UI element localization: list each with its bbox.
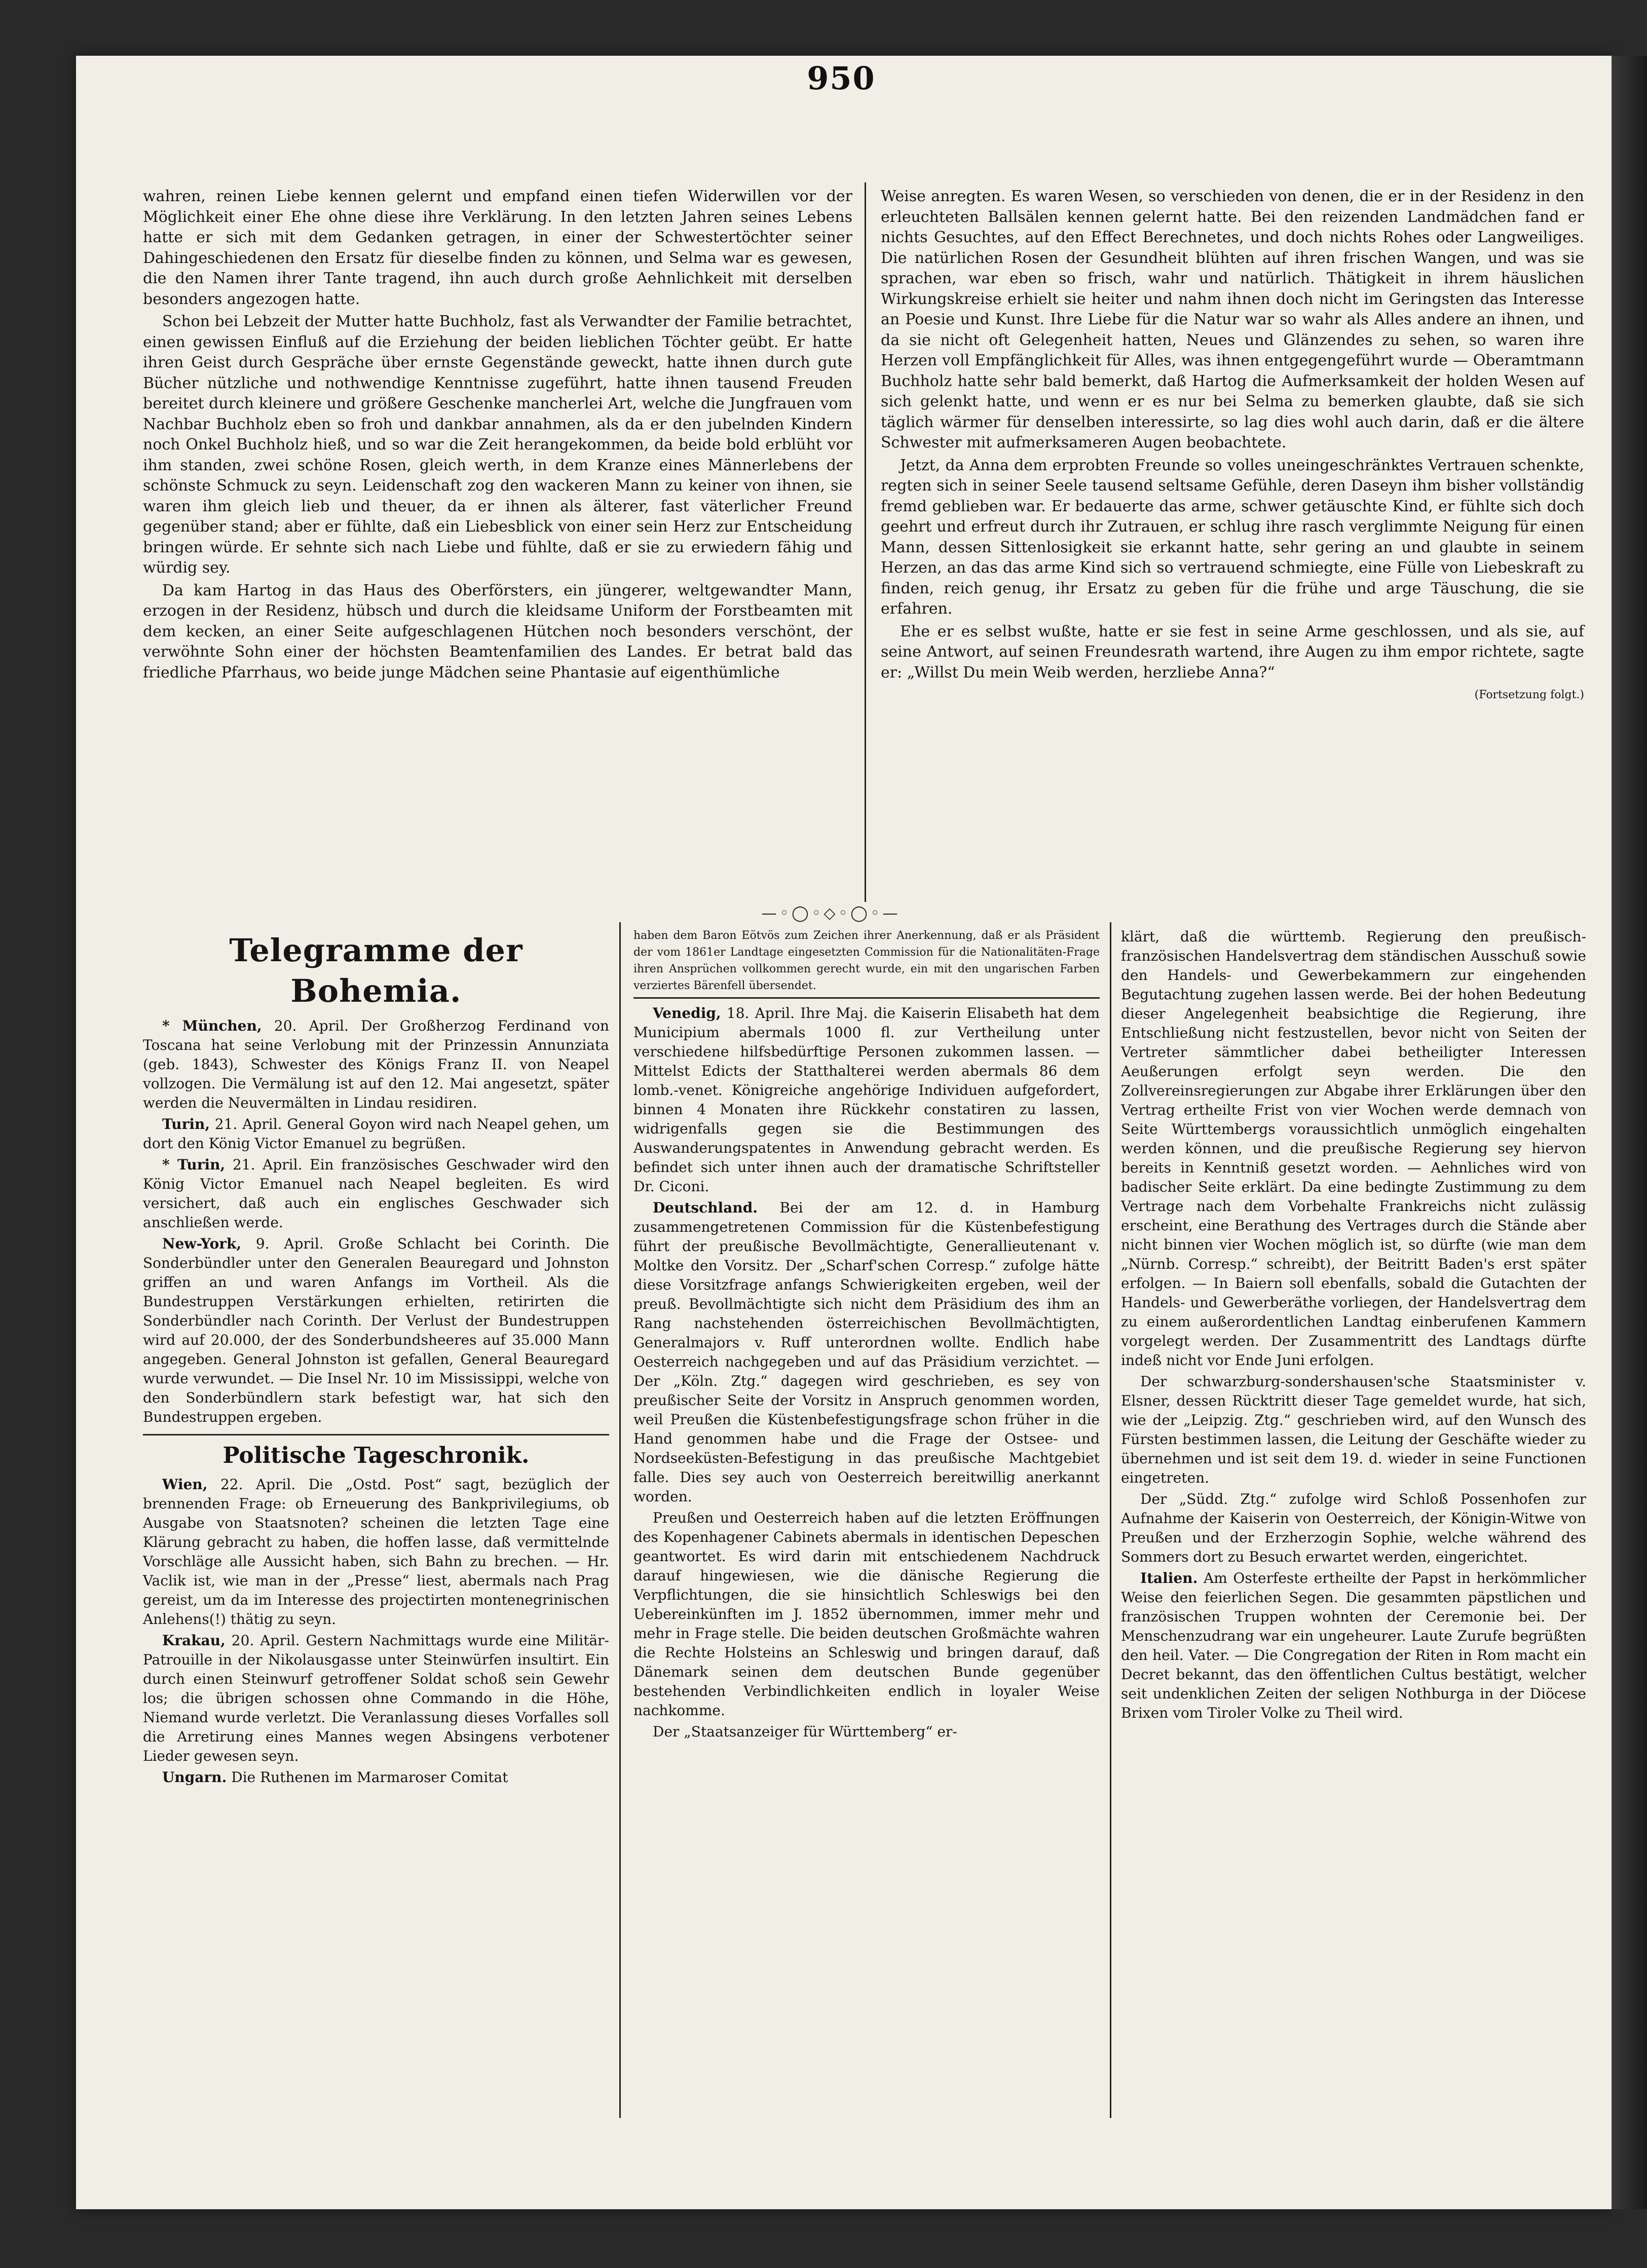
news-item-body: Die Ruthenen im Marmaroser Comitat bbox=[227, 1769, 508, 1786]
paragraph: haben dem Baron Eötvös zum Zeichen ihrer Anerkennung, daß er als Präsident der vom 1861er Landtage eingesetzten Commission für die Nationalitäten-Frage ihren Ansprüchen vollkommen gerecht wurde, ein mit den ungarischen Farben verziertes Bärenfell übersendet. bbox=[633, 929, 1100, 992]
news-item-dateline: Italien. bbox=[1140, 1570, 1198, 1586]
news-item-dateline: Venedig, bbox=[653, 1005, 721, 1022]
news-item bbox=[1121, 927, 1586, 1370]
news-item-body: 9. April. Große Schlacht bei Corinth. Die Sonderbündler unter den Generalen Beauregard und Johnston griffen an und waren Anfangs im Vortheil. Als die Bundestruppen Verstärkungen erhielten, retirirten die Sonderbündler nach Corinth. Der Verlust der Bundestruppen wird auf 20.000, der des Sonderbundsheeres auf 35.000 Mann angegeben. General Johnston ist gefallen, General Beauregard wurde verwundet. — Die Insel Nr. 10 im Mississippi, welche von den Sonderbündlern stark befestigt war, hat sich den Bundestruppen ergeben. bbox=[143, 1235, 609, 1425]
news-item-dateline: Deutschland. bbox=[653, 1199, 758, 1216]
news-item bbox=[143, 1115, 609, 1153]
news-item-body: Bei der am 12. d. in Hamburg zusammengetretenen Commission für die Küstenbefestigung führt der preußische Bevollmächtigte, Generallieutenant v. Moltke den Vorsitz. Der „Scharf'schen Corresp.“ zufolge hätte diese Vorsitzfrage anfangs Schwierigkeiten ergeben, weil der preuß. Bevollmächtigte sich nicht dem Präsidium des ihm an Rang nachstehenden österreichischen Bevollmächtigten, Generalmajors v. Ruff unterordnen wollte. Endlich habe Oesterreich nachgegeben und auf das Präsidium verzichtet. — Der „Köln. Ztg.“ dagegen wird geschrieben, es sey von preußischer Seite der Vorsitz in Anspruch genommen worden, weil Preußen die Küstenbefestigungsfrage schon früher in die Hand genommen habe und die Frage der Ostsee- und Nordseeküsten-Befestigung in das preußische Machtgebiet falle. Dies sey auch von Oesterreich bereitwillig anerkannt worden. bbox=[633, 1199, 1100, 1505]
news-item-body: Der „Südd. Ztg.“ zufolge wird Schloß Possenhofen zur Aufnahme der Kaiserin von Oesterreich, der Königin-Witwe von Preußen und der Erzherzogin Sophie, welche während des Sommers dort zu Besuch erwartet werden, eingerichtet. bbox=[1121, 1491, 1586, 1565]
news-item-body: Preußen und Oesterreich haben auf die letzten Eröffnungen des Kopenhagener Cabinets abermals in identischen Depeschen geantwortet. Es wird darin mit entschiedenem Nachdruck darauf hingewiesen, wie die dänische Regierung die Verpflichtungen, die sie hinsichtlich Schleswigs bei den Uebereinkünften im J. 1852 übernommen, immer mehr und mehr in Frage stelle. Die beiden deutschen Großmächte wahren die Rechte Holsteins an Schleswig und bringen darauf, daß Dänemark seinen dem deutschen Bunde gegenüber bestehenden Verbindlichkeiten endlich in loyaler Weise nachkomme. bbox=[633, 1509, 1100, 1719]
news-item-body: 20. April. Der Großherzog Ferdinand von Toscana hat seine Verlobung mit der Prinzessin Annunziata (geb. 1843), Schwester des Königs Franz II. von Neapel vollzogen. Die Vermälung ist auf den 12. Mai angesetzt, später werden die Neuvermälten in Lindau residiren. bbox=[143, 1017, 609, 1111]
news-item bbox=[143, 1155, 609, 1232]
news-item bbox=[143, 1631, 609, 1766]
news-item-body: 21. April. General Goyon wird nach Neapel gehen, um dort den König Victor Emanuel zu begrüßen. bbox=[143, 1116, 609, 1152]
news-item bbox=[633, 1508, 1100, 1720]
news-item-body: Der „Staatsanzeiger für Württemberg“ er- bbox=[653, 1723, 957, 1740]
column-divider-horizontal bbox=[143, 1434, 609, 1435]
news-items bbox=[1121, 927, 1586, 1723]
news-item bbox=[143, 1475, 609, 1629]
news-item-dateline: Wien, bbox=[162, 1476, 208, 1493]
news-item bbox=[633, 1722, 1100, 1742]
news-column-3 bbox=[1121, 927, 1586, 1725]
feuilleton-right-column bbox=[881, 186, 1584, 706]
news-column-2 bbox=[633, 927, 1100, 1744]
column-divider-horizontal bbox=[633, 997, 1100, 999]
news-item-dateline: Turin, bbox=[162, 1116, 210, 1132]
news-item bbox=[143, 1768, 609, 1787]
news-item-body: 22. April. Die „Ostd. Post“ sagt, bezüglich der brennenden Frage: ob Erneuerung des Bankprivilegiums, ob Ausgabe von Staatsnoten? scheinen die letzten Tage eine Klärung gebracht zu haben, die hoffen lasse, daß vermittelnde Vorschläge alle Aussicht haben, sich Bahn zu brechen. — Hr. Vaclik ist, wie man in der „Presse“ liest, abermals nach Prag gereist, um da im Interesse des projectirten montenegrinischen Anlehens(!) thätig zu seyn. bbox=[143, 1476, 609, 1628]
news-item bbox=[633, 1198, 1100, 1506]
news-item-dateline: * Turin, bbox=[162, 1156, 226, 1173]
page-number: 950 bbox=[807, 60, 876, 97]
paragraph: Da kam Hartog in das Haus des Oberförsters, ein jüngerer, weltgewandter Mann, erzogen in der Residenz, hübsch und durch die kleidsame Uniform der Forstbeamten mit dem kecken, an einer Seite aufgeschlagenen Hütchen noch besonders verschönt, der verwöhnte Sohn einer der höchsten Beamtenfamilien des Landes. Er betrat bald das friedliche Pfarrhaus, wo beide junge Mädchen seine Phantasie auf eigenthümliche bbox=[143, 581, 852, 682]
paragraph: Ehe er es selbst wußte, hatte er sie fest in seine Arme geschlossen, und als sie, auf seine Antwort, auf seinen Freundesrath wartend, ihre Augen zu ihm empor richtete, sagte er: „Willst Du mein Weib werden, herzliebe Anna?“ bbox=[881, 622, 1584, 682]
telegram-heading: Telegramme der Bohemia. bbox=[229, 932, 523, 1009]
news-item bbox=[143, 1016, 609, 1113]
telegram-column bbox=[143, 927, 609, 1789]
news-item-body: 21. April. Ein französisches Geschwader wird den König Victor Emanuel nach Neapel begleiten. Es wird versichert, daß auch ein englisches Geschwader sich anschließen werde. bbox=[143, 1156, 609, 1231]
paragraph: Schon bei Lebzeit der Mutter hatte Buchholz, fast als Verwandter der Familie betrachtet, einen gewissen Einfluß auf die Erziehung der beiden lieblichen Töchter geübt. Er hatte ihren Geist durch Gespräche über ernste Gegenstände geweckt, hatte ihnen durch gute Bücher nützliche und nothwendige Kenntnisse zugeführt, hatte ihnen tausend Freuden bereitet durch kleinere und größere Geschenke mancherlei Art, welche die Jungfrauen vom Nachbar Buchholz eben so froh und dankbar annahmen, als da er den jubelnden Kindern noch Onkel Buchholz hieß, und so war die Zeit herangekommen, da beide bold erblüht vor ihm standen, zwei schöne Rosen, gleich werth, in dem Kranze eines Männerlebens der schönste Schmuck zu seyn. Leidenschaft zog den wackeren Mann zu keiner von ihnen, sie waren ihm gleich lieb und theuer, da er ihnen als älterer, fast väterlicher Freund gegenüber stand; aber er fühlte, daß ein Liebesblick von einer sein Herz zur Entscheidung bringen würde. Er sehnte sich nach Liebe und fühlte, daß er sie zu erwiedern fähig und würdig sey. bbox=[143, 313, 852, 577]
news-item-body: 20. April. Gestern Nachmittags wurde eine Militär-Patrouille in der Nikolausgasse unter Steinwürfen insultirt. Ein durch einen Steinwurf getroffener Soldat schoß sein Gewehr los; die übrigen schossen ohne Commando in die Höhe, Niemand wurde verletzt. Die Veranlassung dieses Vorfalles soll die Arretirung eines Mannes wegen Absingens verbotener Lieder gewesen seyn. bbox=[143, 1632, 609, 1764]
news-item-body: Der schwarzburg-sondershausen'sche Staatsminister v. Elsner, dessen Rücktritt dieser Tage gemeldet wurde, hat sich, wie der „Leipzig. Ztg.“ geschrieben wird, auf den Wunsch des Fürsten bestimmen lassen, die Leitung der Geschäfte wieder zu übernehmen und ist seit dem 19. d. wieder in seine Functionen eingetreten. bbox=[1121, 1373, 1586, 1486]
news-items bbox=[633, 1004, 1100, 1742]
news-item bbox=[1121, 1372, 1586, 1488]
paragraph: Weise anregten. Es waren Wesen, so verschieden von denen, die er in der Residenz in den erleuchteten Ballsälen kennen gelernt hatte. Bei den reizenden Landmädchen fand er nichts Gesuchtes, auf den Effect Berechnetes, und doch nichts Rohes oder Langweiliges. Die natürlichen Rosen der Gesundheit blühten auf ihren frischen Wangen, und was sie sprachen, war eben so frisch, wahr und natürlich. Thätigkeit in ihrem häuslichen Wirkungskreise erhielt sie heiter und nahm ihnen doch nicht im Geringsten das Interesse an Poesie und Kunst. Ihre Liebe für die Natur war so wahr als Alles andere an ihnen, und da sie nicht oft Gelegenheit hatten, Neues und Glänzendes zu sehen, so waren ihre Herzen voll Empfänglichkeit für Alles, was ihnen entgegengeführt wurde — Oberamtmann Buchholz hatte sehr bald bemerkt, daß Hartog die Aufmerksamkeit der holden Wesen auf sich gelenkt hatte, und wenn er es nur bei Selma zu bemerken glaubte, daß sie sich täglich wärmer für denselben interessirte, so lag dies wohl auch darin, daß er die ältere Schwester mit aufmerksameren Augen beobachtete. bbox=[881, 187, 1584, 451]
paragraph: Jetzt, da Anna dem erprobten Freunde so volles uneingeschränktes Vertrauen schenkte, regten sich in seiner Seele tausend seltsame Gefühle, deren Daseyn ihm bisher vollständig fremd geblieben war. Er bedauerte das arme, schwer getäuschte Kind, er fühlte sich doch geehrt und erfreut durch ihr Zutrauen, er schlug ihre rasch verglimmte Neigung für einen Mann, dessen Sittenlosigkeit sie erkannt hatte, sehr gering an und glaubte in seinem Herzen, an das das arme Kind sich so vertrauend schmiegte, eine Fülle von Liebeskraft zu finden, reich genug, ihr Ersatz zu geben für die frühe und arge Täuschung, die sie erfahren. bbox=[881, 456, 1584, 618]
column-divider bbox=[1110, 922, 1111, 2118]
chronik-heading: Politische Tageschronik. bbox=[222, 1443, 530, 1468]
news-item bbox=[633, 1004, 1100, 1196]
feuilleton-left-column bbox=[143, 186, 852, 685]
news-item-dateline: * München, bbox=[162, 1017, 262, 1034]
paragraph: wahren, reinen Liebe kennen gelernt und empfand einen tiefen Widerwillen vor der Möglichkeit einer Ehe ohne diese ihre Verklärung. In den letzten Jahren seines Lebens hatte er sich mit dem Gedanken getragen, in einer der Schwestertöchter seiner Dahingeschiedenen den Ersatz für dieselbe finden zu können, und Selma war es gewesen, die den Namen ihrer Tante tragend, ihn auch durch große Aehnlichkeit mit derselben besonders angezogen hatte. bbox=[143, 187, 852, 308]
news-item bbox=[1121, 1490, 1586, 1567]
news-item-dateline: New-York, bbox=[162, 1235, 242, 1252]
column-divider bbox=[619, 922, 621, 2118]
news-item bbox=[1121, 1569, 1586, 1723]
page-edge-shadow bbox=[1612, 56, 1647, 2209]
news-item bbox=[143, 1234, 609, 1427]
column-divider bbox=[865, 182, 866, 902]
news-item-body: Am Osterfeste ertheilte der Papst in herkömmlicher Weise den feierlichen Segen. Die gesammten päpstlichen und französischen Truppen wohnten der Ceremonie bei. Der Menschenzudrang war ein ungeheurer. Laute Zurufe begrüßten den heil. Vater. — Die Congregation der Riten in Rom macht ein Decret bekannt, das den öffentlichen Cultus bestätigt, welcher seit undenklichen Zeiten der seligen Nothburga in der Diöcese Brixen vom Tiroler Volke zu Theil wird. bbox=[1121, 1570, 1586, 1721]
news-item-dateline: Ungarn. bbox=[162, 1769, 227, 1786]
section-ornament: —◦◯◦◇◦◯◦— bbox=[761, 904, 901, 922]
news-item-body: 18. April. Ihre Maj. die Kaiserin Elisabeth hat dem Municipium abermals 1000 fl. zur Vertheilung unter verschiedene hilfsbedürftige Personen zukommen lassen. — Mittelst Edicts der Statthalterei werden abermals 86 dem lomb.-venet. Königreiche angehörige Individuen aufgefordert, binnen 4 Monaten ihre Rückkehr constatiren zu lassen, widrigenfalls gegen sie die Bestimmungen des Auswanderungspatentes in Anwendung gebracht werden. Es befindet sich unter ihnen auch der dramatische Schriftsteller Dr. Ciconi. bbox=[633, 1005, 1100, 1195]
telegram-items bbox=[143, 1016, 609, 1427]
news-item-body: klärt, daß die württemb. Regierung den preußisch-französischen Handelsvertrag dem ständischen Ausschuß sowie den Handels- und Gewerbekammern zur eingehenden Begutachtung zugehen lassen werde. Bei der hohen Bedeutung dieser Angelegenheit beabsichtige die Regierung, ihre Entschließung nicht festzustellen, bevor nicht von Seiten der Vertreter sämmtlicher dabei betheiligter Interessen Aeußerungen erfolgt seyn werden. Die den Zollvereinsregierungen zur Abgabe ihrer Erklärungen über den Vertrag ertheilte Frist von vier Wochen werde demnach von Seite Württembergs voraussichtlich unmöglich eingehalten werden können, und die preußische Regierung sey hiervon bereits in Kenntniß gesetzt worden. — Aehnliches wird von badischer Seite erklärt. Da eine bedingte Zustimmung zu dem Vertrage nach dem Vorbehalte Frankreichs nicht zulässig erscheint, eine Berathung des Vertrages durch die Stände aber nicht binnen vier Wochen möglich ist, so dürfte (wie man dem „Nürnb. Corresp.“ schreibt), der Beitritt Baden's erst später erfolgen. — In Baiern soll ebenfalls, sobald die Gutachten der Handels- und Gewerberäthe vorliegen, der Handelsvertrag dem zu einem außerordentlichen Landtag einberufenen Kammern vorgelegt werden. Der Zusammentritt des Landtags dürfte indeß nicht vor Ende Juni erfolgen. bbox=[1121, 928, 1586, 1369]
news-item-dateline: Krakau, bbox=[162, 1632, 226, 1649]
continuation-note: (Fortsetzung folgt.) bbox=[1474, 689, 1584, 701]
chronik-items bbox=[143, 1475, 609, 1787]
